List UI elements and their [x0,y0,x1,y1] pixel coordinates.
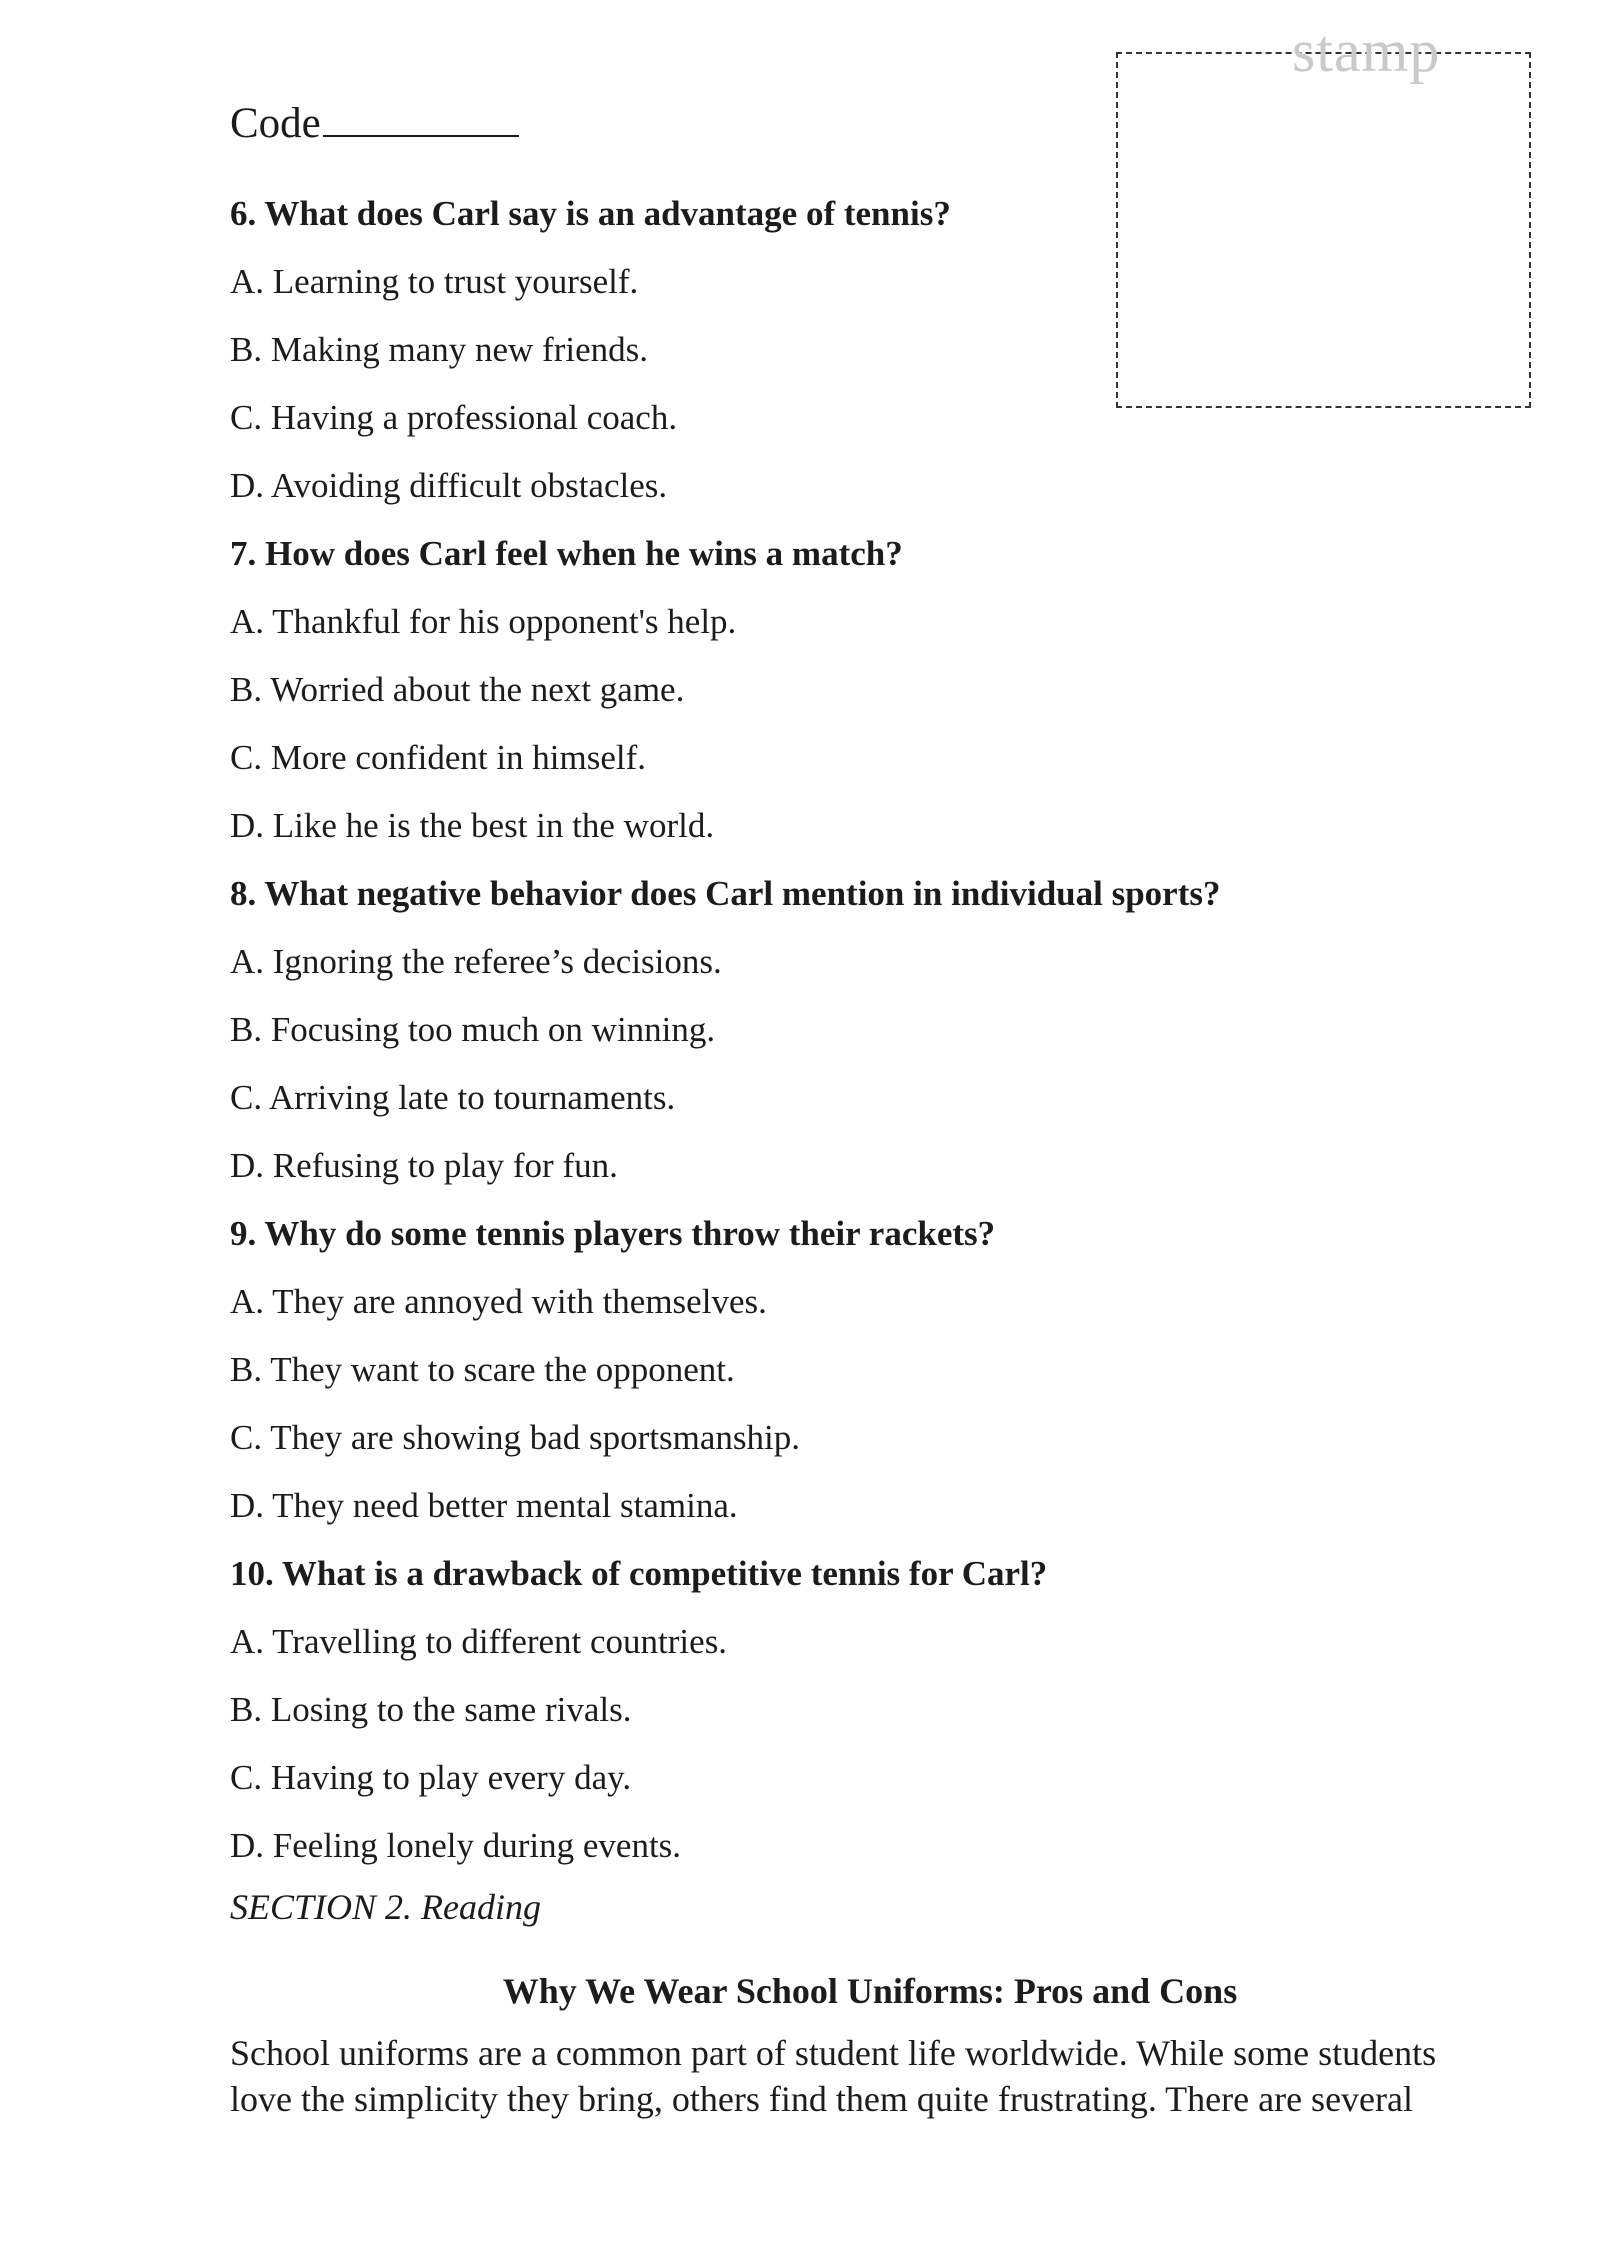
answer-option: C. They are showing bad sportsmanship. [230,1418,800,1457]
code-blank[interactable] [323,99,519,137]
reading-line: School uniforms are a common part of student life worldwide. While some students [230,2033,1437,2073]
answer-option: C. More confident in himself. [230,738,647,777]
question-block [230,520,1550,860]
answer-option: A. Travelling to different countries. [230,1622,728,1661]
reading-line: love the simplicity they bring, others find them quite frustrating. There are several [230,2079,1413,2119]
answer-option: A. Thankful for his opponent's help. [230,602,737,641]
answer-option: D. Like he is the best in the world. [230,806,715,845]
answer-option: B. Worried about the next game. [230,670,685,709]
answer-option: D. They need better mental stamina. [230,1486,738,1525]
reading-title: Why We Wear School Uniforms: Pros and Cons [502,1971,1238,2011]
answer-option: D. Refusing to play for fun. [230,1146,618,1185]
reading-paragraph [230,2030,1520,2122]
answer-option: D. Feeling lonely during events. [230,1826,682,1865]
answer-option: B. Losing to the same rivals. [230,1690,632,1729]
question-text: 8. What negative behavior does Carl mention in individual sports? [230,874,1221,913]
answer-option: D. Avoiding difficult obstacles. [230,466,668,505]
answer-option: C. Having to play every day. [230,1758,632,1797]
code-field [230,98,519,150]
question-block [230,860,1550,1200]
answer-option: B. They want to scare the opponent. [230,1350,735,1389]
answer-option: A. Ignoring the referee’s decisions. [230,942,722,981]
question-block [230,180,1550,520]
question-text: 10. What is a drawback of competitive tennis for Carl? [230,1554,1048,1593]
stamp-label: stamp [1292,18,1441,84]
question-list [230,180,1550,1880]
answer-option: A. They are annoyed with themselves. [230,1282,767,1321]
answer-option: B. Making many new friends. [230,330,648,369]
question-block [230,1200,1550,1540]
answer-option: C. Having a professional coach. [230,398,678,437]
question-block [230,1540,1550,1880]
answer-option: A. Learning to trust yourself. [230,262,639,301]
question-text: 7. How does Carl feel when he wins a match? [230,534,903,573]
question-text: 9. Why do some tennis players throw their rackets? [230,1214,996,1253]
answer-option: C. Arriving late to tournaments. [230,1078,676,1117]
code-label: Code [230,100,321,147]
answer-option: B. Focusing too much on winning. [230,1010,716,1049]
section-heading: SECTION 2. Reading [230,1887,541,1927]
question-text: 6. What does Carl say is an advantage of tennis? [230,194,951,233]
